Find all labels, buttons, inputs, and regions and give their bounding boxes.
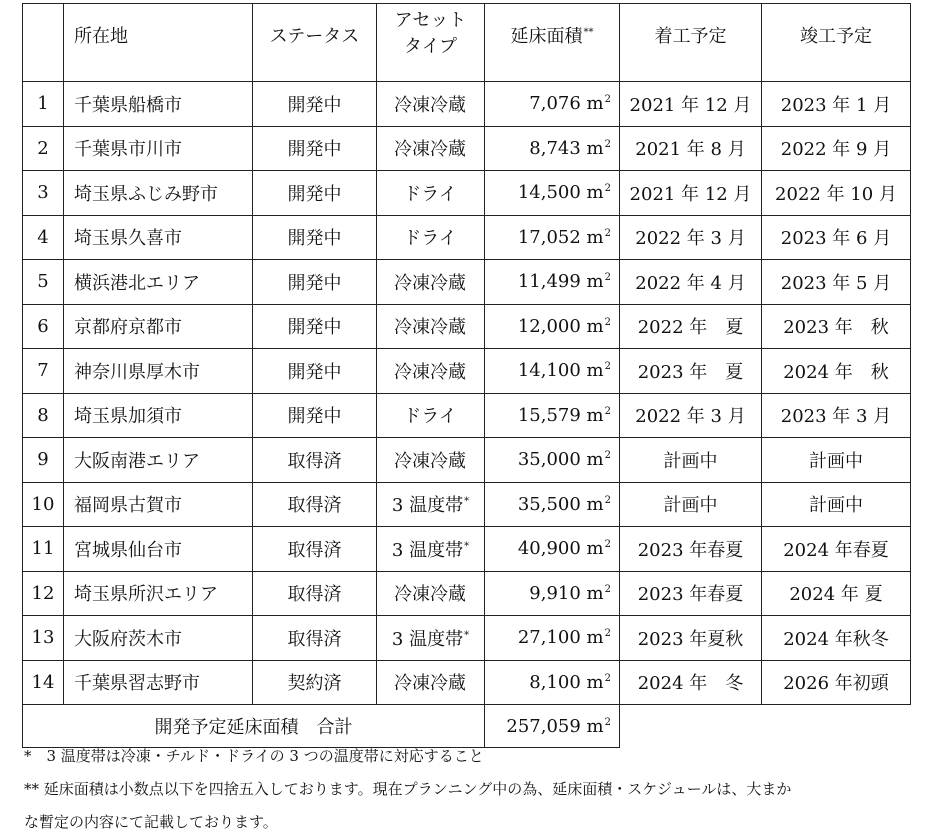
row-complete: 2026 年初頭: [762, 660, 911, 705]
row-area: [485, 82, 620, 127]
row-area: [485, 571, 620, 616]
row-area: [485, 660, 620, 705]
row-start: 2022 年 夏: [620, 304, 762, 349]
footnote-3: な暫定の内容にて記載しております。: [24, 813, 278, 831]
row-no: 8: [23, 393, 64, 438]
header-asset-line2: タイプ: [403, 36, 458, 57]
row-area-value: 17,052: [517, 226, 581, 248]
row-no: 7: [23, 349, 64, 394]
row-no: 5: [23, 260, 64, 305]
row-area-unit: m: [586, 315, 604, 337]
header-status: ステータス: [253, 4, 377, 82]
row-complete: 2023 年 6 月: [762, 215, 911, 260]
row-asset-type: [377, 616, 485, 661]
row-asset-label: 冷凍冷蔵: [394, 450, 466, 472]
row-asset-type: [377, 304, 485, 349]
header-location: 所在地: [64, 4, 253, 82]
row-area-value: 9,910: [529, 582, 581, 604]
row-complete: 計画中: [762, 482, 911, 527]
row-area: [485, 616, 620, 661]
row-area-unit-sup: 2: [604, 183, 611, 195]
row-location: 千葉県船橋市: [64, 82, 253, 127]
row-area-value: 35,500: [517, 493, 581, 515]
row-start: 2023 年夏秋: [620, 616, 762, 661]
row-area-unit: m: [586, 404, 604, 426]
row-asset-label: 3 温度帯: [391, 628, 464, 650]
table-row: [23, 527, 911, 572]
row-no: 6: [23, 304, 64, 349]
table-row: [23, 660, 911, 705]
row-area-value: 27,100: [517, 627, 581, 649]
row-area-unit-sup: 2: [604, 494, 611, 506]
table-row: [23, 571, 911, 616]
row-asset-label: ドライ: [403, 406, 457, 428]
row-location: 宮城県仙台市: [64, 527, 253, 572]
row-no: 13: [23, 616, 64, 661]
row-asset-label: 冷凍冷蔵: [394, 673, 466, 695]
row-no: 14: [23, 660, 64, 705]
row-area-value: 11,499: [517, 271, 581, 293]
table-row: [23, 82, 911, 127]
row-asset-type: [377, 215, 485, 260]
row-no: 3: [23, 171, 64, 216]
table-row: [23, 616, 911, 661]
row-start: 2023 年春夏: [620, 527, 762, 572]
table-row: [23, 260, 911, 305]
total-area-value: 257,059: [506, 715, 581, 737]
row-complete: 計画中: [762, 438, 911, 483]
row-area: [485, 304, 620, 349]
row-asset-type: [377, 482, 485, 527]
row-asset-label: ドライ: [403, 183, 457, 205]
row-area-unit-sup: 2: [604, 316, 611, 328]
row-start: 2024 年 冬: [620, 660, 762, 705]
row-area-unit: m: [586, 93, 604, 115]
footnotes: [24, 740, 904, 839]
header-area-mark: **: [583, 27, 594, 38]
row-area-unit: m: [586, 582, 604, 604]
row-asset-mark: *: [464, 629, 470, 641]
row-asset-type: [377, 438, 485, 483]
row-asset-type: [377, 171, 485, 216]
table-row: [23, 171, 911, 216]
footnote-2: ** 延床面積は小数点以下を四捨五入しております。現在プランニング中の為、延床面積・スケジュールは、大まか: [24, 780, 792, 798]
row-complete: 2024 年 夏: [762, 571, 911, 616]
row-complete: 2024 年秋冬: [762, 616, 911, 661]
row-asset-label: 3 温度帯: [391, 495, 464, 517]
row-area-value: 35,000: [517, 449, 581, 471]
row-asset-mark: *: [464, 496, 470, 508]
table-row: [23, 438, 911, 483]
row-area: [485, 527, 620, 572]
row-area-unit-sup: 2: [604, 405, 611, 417]
row-no: 1: [23, 82, 64, 127]
row-asset-type: [377, 82, 485, 127]
row-status: 開発中: [253, 304, 377, 349]
row-status: 取得済: [253, 571, 377, 616]
row-status: 開発中: [253, 393, 377, 438]
row-location: 福岡県古賀市: [64, 482, 253, 527]
row-area-unit: m: [586, 360, 604, 382]
row-area-unit: m: [586, 449, 604, 471]
row-area: [485, 126, 620, 171]
row-asset-label: 冷凍冷蔵: [394, 584, 466, 606]
row-complete: 2023 年 秋: [762, 304, 911, 349]
table-row: [23, 126, 911, 171]
row-area-value: 8,743: [529, 137, 581, 159]
header-asset-type: [377, 4, 485, 82]
row-area-unit: m: [586, 493, 604, 515]
row-asset-type: [377, 660, 485, 705]
row-location: 神奈川県厚木市: [64, 349, 253, 394]
row-asset-mark: *: [464, 540, 470, 552]
row-asset-type: [377, 527, 485, 572]
row-location: 京都府京都市: [64, 304, 253, 349]
row-location: 千葉県市川市: [64, 126, 253, 171]
row-complete: 2022 年 10 月: [762, 171, 911, 216]
row-area: [485, 482, 620, 527]
row-location: 大阪南港エリア: [64, 438, 253, 483]
table-row: [23, 215, 911, 260]
row-start: 2022 年 4 月: [620, 260, 762, 305]
row-area-unit: m: [586, 671, 604, 693]
row-area-unit-sup: 2: [604, 583, 611, 595]
row-area-unit: m: [586, 627, 604, 649]
row-area-unit-sup: 2: [604, 227, 611, 239]
row-area-unit-sup: 2: [604, 450, 611, 462]
header-no: [23, 4, 64, 82]
row-status: 開発中: [253, 260, 377, 305]
row-area-unit-sup: 2: [604, 628, 611, 640]
row-asset-label: 冷凍冷蔵: [394, 272, 466, 294]
row-complete: 2023 年 1 月: [762, 82, 911, 127]
header-asset-line1: アセット: [394, 10, 467, 31]
row-location: 埼玉県所沢エリア: [64, 571, 253, 616]
row-area-value: 8,100: [529, 671, 581, 693]
row-location: 大阪府茨木市: [64, 616, 253, 661]
row-asset-type: [377, 126, 485, 171]
row-start: 2023 年春夏: [620, 571, 762, 616]
development-table: [22, 3, 911, 748]
row-no: 4: [23, 215, 64, 260]
row-asset-type: [377, 260, 485, 305]
row-area-unit: m: [586, 271, 604, 293]
row-area: [485, 215, 620, 260]
row-area: [485, 438, 620, 483]
row-asset-label: 冷凍冷蔵: [394, 317, 466, 339]
header-complete: 竣工予定: [762, 4, 911, 82]
row-area-value: 14,100: [517, 360, 581, 382]
row-start: 2022 年 3 月: [620, 215, 762, 260]
row-start: 2022 年 3 月: [620, 393, 762, 438]
row-area-unit-sup: 2: [604, 539, 611, 551]
row-area-value: 40,900: [517, 538, 581, 560]
row-status: 開発中: [253, 215, 377, 260]
header-area: [485, 4, 620, 82]
row-area: [485, 171, 620, 216]
row-start: 2021 年 12 月: [620, 171, 762, 216]
row-area: [485, 349, 620, 394]
row-complete: 2023 年 3 月: [762, 393, 911, 438]
row-area-unit-sup: 2: [604, 272, 611, 284]
row-asset-label: ドライ: [403, 228, 457, 250]
row-status: 取得済: [253, 438, 377, 483]
row-area-unit-sup: 2: [604, 361, 611, 373]
row-area-value: 7,076: [529, 93, 581, 115]
row-asset-label: 3 温度帯: [391, 539, 464, 561]
row-location: 千葉県習志野市: [64, 660, 253, 705]
row-no: 2: [23, 126, 64, 171]
row-asset-label: 冷凍冷蔵: [394, 361, 466, 383]
row-area-unit-sup: 2: [604, 138, 611, 150]
row-no: 12: [23, 571, 64, 616]
row-complete: 2022 年 9 月: [762, 126, 911, 171]
row-area: [485, 393, 620, 438]
row-status: 開発中: [253, 82, 377, 127]
row-complete: 2023 年 5 月: [762, 260, 911, 305]
row-area-unit-sup: 2: [604, 94, 611, 106]
row-location: 埼玉県久喜市: [64, 215, 253, 260]
table-row: [23, 482, 911, 527]
row-start: 2021 年 8 月: [620, 126, 762, 171]
row-asset-type: [377, 571, 485, 616]
row-area-value: 14,500: [517, 182, 581, 204]
row-status: 開発中: [253, 171, 377, 216]
row-start: 計画中: [620, 438, 762, 483]
row-status: 契約済: [253, 660, 377, 705]
row-asset-type: [377, 393, 485, 438]
table-row: [23, 393, 911, 438]
row-complete: 2024 年 秋: [762, 349, 911, 394]
row-area-unit: m: [586, 137, 604, 159]
row-status: 開発中: [253, 126, 377, 171]
table-row: [23, 304, 911, 349]
total-area-unit-sup: 2: [604, 716, 611, 728]
footnote-1: * 3 温度帯は冷凍・チルド・ドライの 3 つの温度帯に対応すること: [24, 747, 484, 765]
row-area: [485, 260, 620, 305]
row-area-unit: m: [586, 226, 604, 248]
table-header-row: [23, 4, 911, 82]
row-no: 11: [23, 527, 64, 572]
row-start: 計画中: [620, 482, 762, 527]
row-asset-type: [377, 349, 485, 394]
total-label: 開発予定延床面積 合計: [23, 705, 485, 748]
row-area-unit: m: [586, 538, 604, 560]
row-status: 取得済: [253, 482, 377, 527]
row-status: 開発中: [253, 349, 377, 394]
row-asset-label: 冷凍冷蔵: [394, 139, 466, 161]
row-no: 10: [23, 482, 64, 527]
row-start: 2021 年 12 月: [620, 82, 762, 127]
row-no: 9: [23, 438, 64, 483]
row-complete: 2024 年春夏: [762, 527, 911, 572]
total-area-unit: m: [586, 715, 604, 737]
header-area-label: 延床面積: [510, 26, 583, 47]
row-start: 2023 年 夏: [620, 349, 762, 394]
row-status: 取得済: [253, 527, 377, 572]
row-area-value: 15,579: [517, 404, 581, 426]
row-location: 埼玉県ふじみ野市: [64, 171, 253, 216]
row-area-unit: m: [586, 182, 604, 204]
row-area-value: 12,000: [517, 315, 581, 337]
row-asset-label: 冷凍冷蔵: [394, 94, 466, 116]
row-status: 取得済: [253, 616, 377, 661]
row-location: 横浜港北エリア: [64, 260, 253, 305]
row-location: 埼玉県加須市: [64, 393, 253, 438]
header-start: 着工予定: [620, 4, 762, 82]
table-row: [23, 349, 911, 394]
row-area-unit-sup: 2: [604, 672, 611, 684]
